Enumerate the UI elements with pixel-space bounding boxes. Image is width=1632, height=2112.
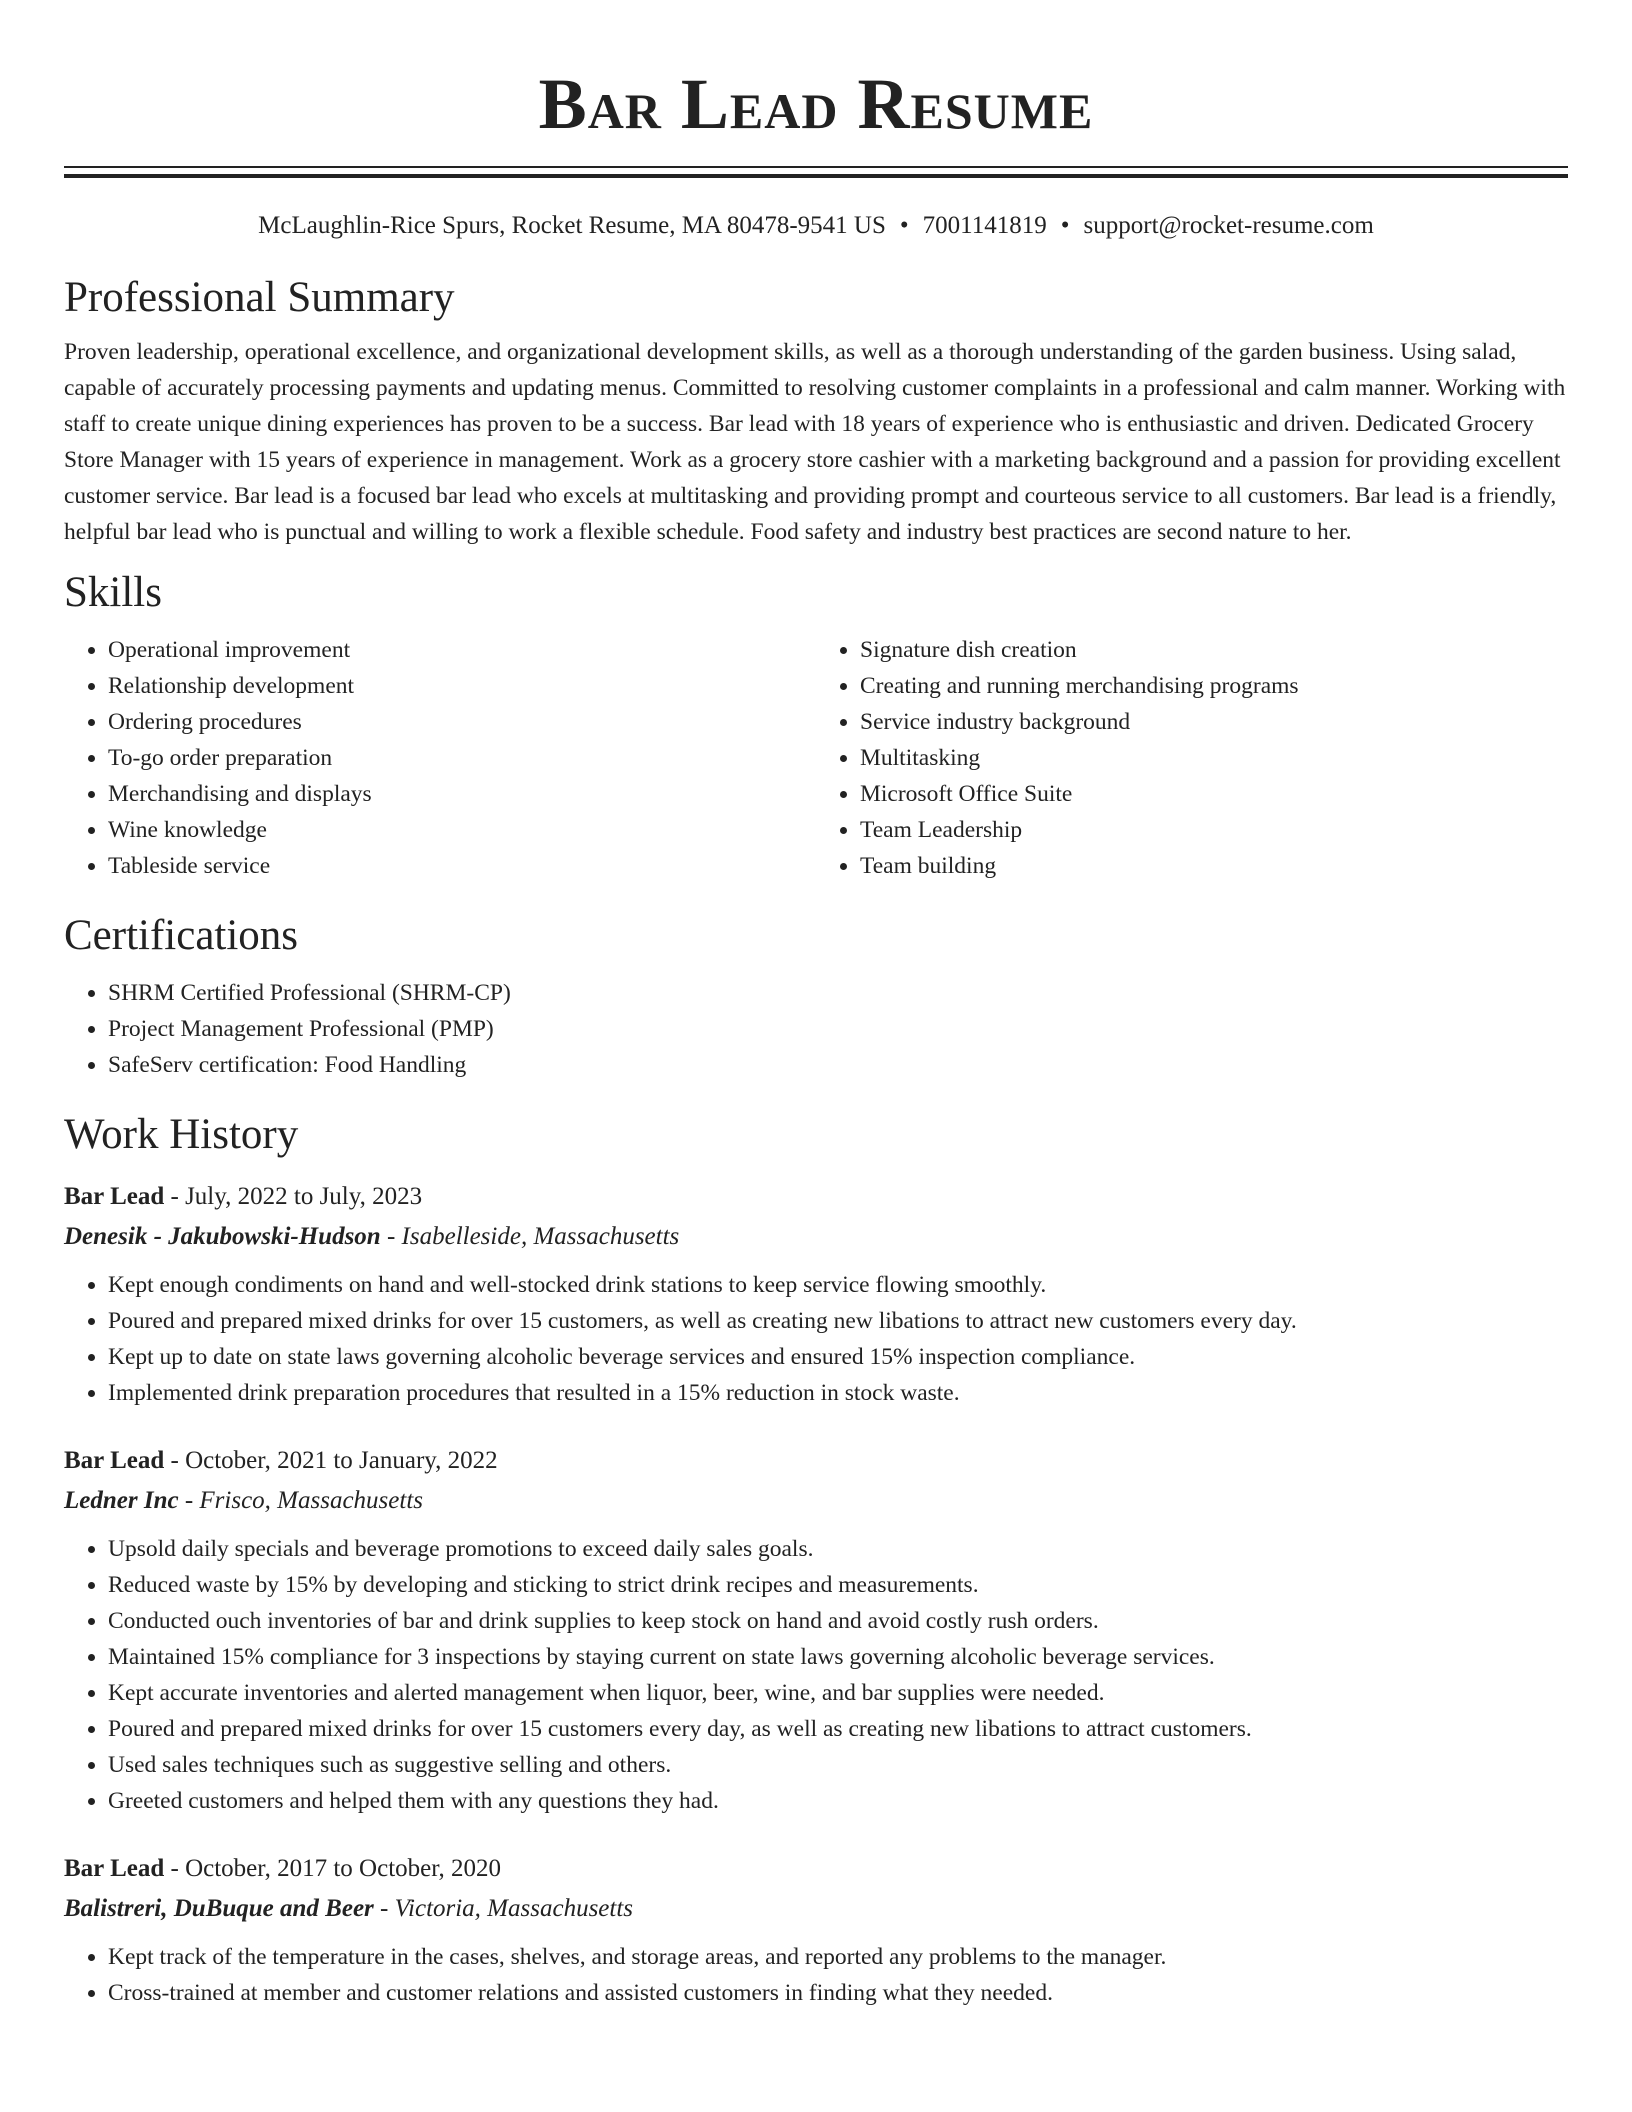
job-entry bbox=[64, 1177, 1568, 1411]
certification-item: • SafeServ certification: Food Handling bbox=[108, 1047, 1568, 1083]
job-bullet: • Maintained 15% compliance for 3 inspections by staying current on state laws governing alcoholic beverage services. bbox=[108, 1639, 1568, 1675]
skills-list-right bbox=[816, 632, 1568, 884]
skill-item: • Tableside service bbox=[108, 848, 816, 884]
title-rule-thick bbox=[64, 174, 1568, 178]
job-title: Bar Lead bbox=[64, 1855, 165, 1882]
job-bullets bbox=[64, 1531, 1568, 1819]
skill-item: • To-go order preparation bbox=[108, 740, 816, 776]
resume-title: Bar Lead Resume bbox=[538, 64, 1094, 144]
job-location: - Frisco, Massachusetts bbox=[178, 1487, 423, 1514]
job-bullet: • Used sales techniques such as suggestive selling and others. bbox=[108, 1747, 1568, 1783]
skills-list-left bbox=[64, 632, 816, 884]
contact-separator: • bbox=[899, 212, 909, 239]
certifications-list bbox=[64, 975, 1568, 1083]
skill-item: • Multitasking bbox=[860, 740, 1568, 776]
job-bullet: • Kept accurate inventories and alerted management when liquor, beer, wine, and bar supplies were needed. bbox=[108, 1675, 1568, 1711]
job-company-line bbox=[64, 1481, 1568, 1521]
job-dates: - October, 2021 to January, 2022 bbox=[164, 1447, 498, 1474]
certification-item: • SHRM Certified Professional (SHRM-CP) bbox=[108, 975, 1568, 1011]
job-title: Bar Lead bbox=[64, 1447, 165, 1474]
skill-item: • Merchandising and displays bbox=[108, 776, 816, 812]
contact-separator: • bbox=[1060, 212, 1070, 239]
job-bullet: • Cross-trained at member and customer relations and assisted customers in finding what they needed. bbox=[108, 1975, 1568, 2011]
skill-item: • Team Leadership bbox=[860, 812, 1568, 848]
job-bullet: • Kept up to date on state laws governing alcoholic beverage services and ensured 15% inspection compliance. bbox=[108, 1339, 1568, 1375]
job-company: Ledner Inc bbox=[64, 1487, 179, 1514]
contact-address: McLaughlin-Rice Spurs, Rocket Resume, MA 80478-9541 US bbox=[258, 212, 886, 239]
job-bullet: • Greeted customers and helped them with any questions they had. bbox=[108, 1783, 1568, 1819]
skill-item: • Signature dish creation bbox=[860, 632, 1568, 668]
job-location: - Victoria, Massachusetts bbox=[373, 1895, 634, 1922]
skills-columns bbox=[64, 632, 1568, 884]
certification-item: • Project Management Professional (PMP) bbox=[108, 1011, 1568, 1047]
job-bullet: • Kept track of the temperature in the cases, shelves, and storage areas, and reported any problems to the manager. bbox=[108, 1939, 1568, 1975]
skills-heading: Skills bbox=[64, 569, 162, 616]
job-bullet: • Reduced waste by 15% by developing and sticking to strict drink recipes and measurements. bbox=[108, 1567, 1568, 1603]
job-entry bbox=[64, 1441, 1568, 1819]
skill-item: • Relationship development bbox=[108, 668, 816, 704]
job-bullets bbox=[64, 1939, 1568, 2011]
skill-item: • Wine knowledge bbox=[108, 812, 816, 848]
skill-item: • Microsoft Office Suite bbox=[860, 776, 1568, 812]
job-company: Denesik - Jakubowski-Hudson bbox=[64, 1223, 381, 1250]
contact-email: support@rocket-resume.com bbox=[1083, 212, 1374, 239]
contact-line bbox=[64, 210, 1568, 242]
job-bullet: • Implemented drink preparation procedures that resulted in a 15% reduction in stock waste. bbox=[108, 1375, 1568, 1411]
job-bullet: • Upsold daily specials and beverage promotions to exceed daily sales goals. bbox=[108, 1531, 1568, 1567]
skill-item: • Operational improvement bbox=[108, 632, 816, 668]
contact-phone: 7001141819 bbox=[922, 212, 1047, 239]
skill-item: • Service industry background bbox=[860, 704, 1568, 740]
work-history-heading: Work History bbox=[64, 1111, 299, 1158]
job-bullet: • Conducted ouch inventories of bar and drink supplies to keep stock on hand and avoid costly rush orders. bbox=[108, 1603, 1568, 1639]
job-bullet: • Poured and prepared mixed drinks for over 15 customers, as well as creating new libations to attract new customers every day. bbox=[108, 1303, 1568, 1339]
job-entry bbox=[64, 1849, 1568, 2011]
skill-item: • Team building bbox=[860, 848, 1568, 884]
job-company: Balistreri, DuBuque and Beer bbox=[64, 1895, 374, 1922]
job-title-line bbox=[64, 1177, 1568, 1217]
job-dates: - July, 2022 to July, 2023 bbox=[164, 1183, 423, 1210]
job-company-line bbox=[64, 1217, 1568, 1257]
job-bullet: • Kept enough condiments on hand and well-stocked drink stations to keep service flowing smoothly. bbox=[108, 1267, 1568, 1303]
job-bullet: • Poured and prepared mixed drinks for over 15 customers every day, as well as creating new libations to attract customers. bbox=[108, 1711, 1568, 1747]
job-company-line bbox=[64, 1889, 1568, 1929]
title-rule-thin bbox=[64, 166, 1568, 168]
job-title: Bar Lead bbox=[64, 1183, 165, 1210]
job-title-line bbox=[64, 1849, 1568, 1889]
skill-item: • Creating and running merchandising programs bbox=[860, 668, 1568, 704]
job-dates: - October, 2017 to October, 2020 bbox=[164, 1855, 502, 1882]
summary-text: Proven leadership, operational excellence, and organizational development skills, as well as a thorough understanding of the garden business. Using salad, capable of accurately processing payments and updating menus. Committed to resolving customer complaints in a professional and calm manner. Working with staff to create unique dining experiences has proven to be a success. Bar lead with 18 years of experience who is enthusiastic and driven. Dedicated Grocery Store Manager with 15 years of experience in management. Work as a grocery store cashier with a marketing background and a passion for providing excellent customer service. Bar lead is a focused bar lead who excels at multitasking and providing prompt and courteous service to all customers. Bar lead is a friendly, helpful bar lead who is punctual and willing to work a flexible schedule. Food safety and industry best practices are second nature to her. bbox=[64, 339, 1566, 545]
job-bullets bbox=[64, 1267, 1568, 1411]
skill-item: • Ordering procedures bbox=[108, 704, 816, 740]
job-location: - Isabelleside, Massachusetts bbox=[380, 1223, 680, 1250]
job-title-line bbox=[64, 1441, 1568, 1481]
summary-heading: Professional Summary bbox=[64, 274, 455, 321]
certifications-heading: Certifications bbox=[64, 912, 299, 959]
resume-page bbox=[64, 0, 1568, 2011]
